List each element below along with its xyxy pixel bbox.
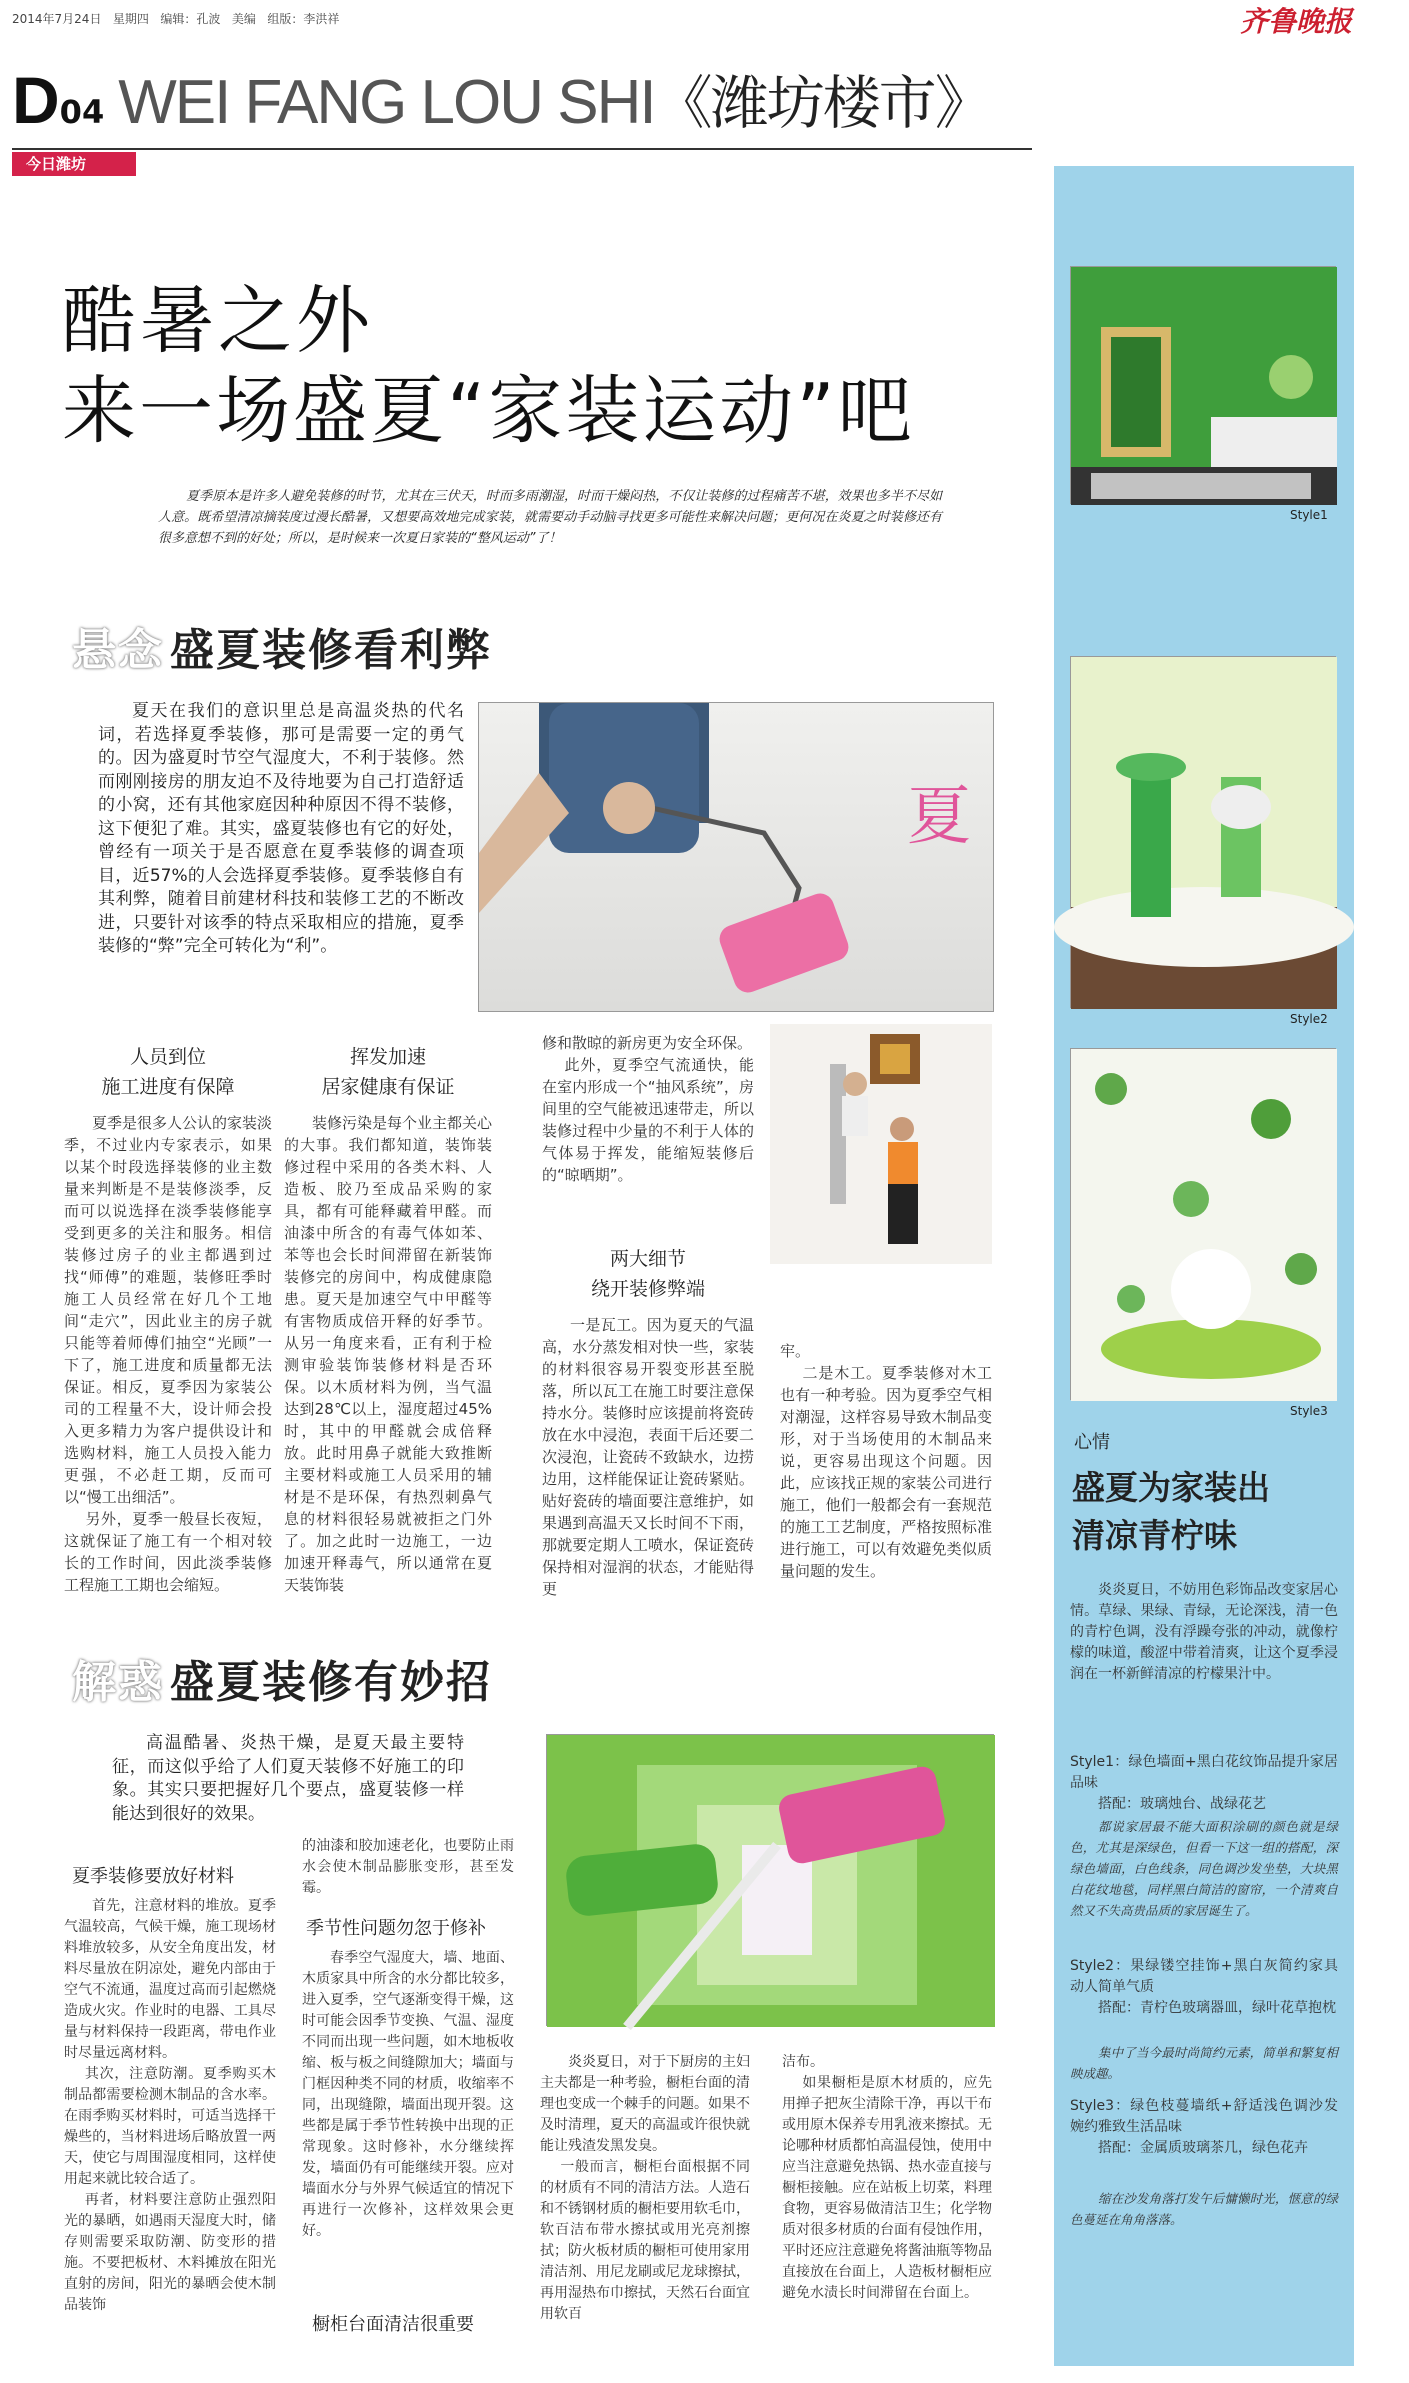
- d2-body: 春季空气湿度大，墙、地面、木质家具中所含的水分都比较多，进入夏季，空气逐渐变得干燥，这时可能会因季节变换、气温、湿度不同而出现一些问题，如木地板收缩、板与板之间缝隙加大；墙面与门框因种类不同的材质，收缩率不同，出现缝隙，墙面出现开裂。这些都是属于季节性转换中出现的正常现象。这时修补，水分继续挥发，墙面仍有可能继续开裂。应对墙面水分与外界气候适宜的情况下再进行一次修补，这样效果会更好。: [302, 1950, 514, 2239]
- wall-art-photo: [770, 1024, 992, 1264]
- headline-line1: 酷暑之外: [62, 278, 374, 364]
- col2-body: 装修污染是每个业主都关心的大事。我们都知道，装饰装修过程中采用的各类木料、人造板、胶乃至成品采购的家具，都有可能释藏着甲醛。而油漆中所含的有毒气体如苯、苯等也会长时间滞留在新装饰装修完的房间中，构成健康隐患。夏天是加速空气中甲醛等有害物质成倍开释的好季节。从另一角度来看，正有利于检测审验装饰装修材料是否环保。以木质材料为例，当气温达到28℃以上，湿度超过45%时，其中的甲醛就会成倍释放。此时用鼻子就能大致推断主要材料或施工人员采用的辅材是不是环保，有热烈刺鼻气息的材料很轻易就被拒之门外了。加之此时一边施工，一边加速开释毒气，所以通常在夏天装饰装: [284, 1114, 493, 1594]
- sidebar-tag: 心情: [1074, 1432, 1110, 1453]
- sidebar-title1: 盛夏为家装出: [1072, 1468, 1270, 1507]
- layout-editor: 组版：李洪祥: [267, 12, 340, 26]
- painting-photo: [478, 702, 994, 1012]
- header-meta: [12, 10, 339, 27]
- pinyin-title: WEI FANG LOU SHI: [118, 68, 655, 137]
- col2-heading2: 居家健康有保证: [321, 1076, 455, 1098]
- page-code: D: [12, 63, 60, 137]
- section1-heading: [72, 614, 492, 678]
- column-title: 《潍坊楼市》: [654, 69, 991, 137]
- editor: 编辑：孔波: [160, 12, 221, 26]
- sidebar-style1: Style1：绿色墙面+黑白花纹饰品提升家居品味: [1070, 1754, 1338, 1791]
- section1-title: 盛夏装修看利弊: [170, 625, 492, 676]
- art-editor: 美编: [231, 12, 256, 26]
- d1-heading: 夏季装修要放好材料: [72, 1866, 234, 1887]
- sidebar-style1-text: 都说家居最不能大面积涂刷的颜色就是绿色，尤其是深绿色，但看一下这一组的搭配，深绿色墙面，白色线条，同色调沙发坐垫，大块黑白花纹地毯，同样黑白简洁的窗帘，一个清爽自然又不失高贵品质的家居诞生了。: [1070, 1819, 1338, 1918]
- ribbon-label: 今日潍坊: [26, 155, 87, 173]
- section-ribbon: [12, 152, 136, 176]
- style2-photo: [1070, 656, 1336, 1008]
- col3-top: 修和散晾的新房更为安全环保。 此外，夏季空气流通快，能在室内形成一个“抽风系统”，房间里的空气能被迅速带走，所以装修过程中少量的不利于人体的气体易于挥发，能缩短装修后的“晾晒期”。: [542, 1034, 754, 1184]
- page-number: 04: [59, 93, 105, 131]
- section2-heading: [72, 1646, 492, 1710]
- d2-heading-bottom: 橱柜台面清洁很重要: [312, 2314, 474, 2335]
- col1-heading2: 施工进度有保障: [101, 1076, 235, 1098]
- d4-body: 洁布。 如果橱柜是原木材质的，应先用掸子把灰尘清除干净，再以干布或用原木保养专用乳液来擦拭。无论哪种材质都怕高温侵蚀，使用中应当注意避免热锅、热水壶直接与橱柜接触。应在站板上切菜，料理食物，更容易做清洁卫生；化学物质对很多材质的台面有侵蚀作用，平时还应注意避免将酱油瓶等物品直接放在台面上，人造板材橱柜应避免水渍长时间滞留在台面上。: [782, 2054, 992, 2301]
- section1-lead: 夏天在我们的意识里总是高温炎热的代名词，若选择夏季装修，那可是需要一定的勇气的。因为盛夏时节空气湿度大，不利于装修。然而刚刚接房的朋友迫不及待地要为自己打造舒适的小窝，还有其他家庭因种种原因不得不装修，这下便犯了难。其实，盛夏装修也有它的好处，曾经有一项关于是否愿意在夏季装修的调查项目，近57%的人会选择夏季装修。夏季装修自有其利弊，随着目前建材科技和装修工艺的不断改进，只要针对该季的特点采取相应的措施，夏季装修的“弊”完全可转化为“利”。: [98, 701, 464, 956]
- sidebar-style2-text: 集中了当今最时尚简约元素，简单和繁复相映成趣。: [1070, 2045, 1338, 2081]
- section2-title: 盛夏装修有妙招: [170, 1657, 492, 1708]
- intro-paragraph: 夏季原本是许多人避免装修的时节，尤其在三伏天，时而多雨潮湿，时而干燥闷热，不仅让装修的过程痛苦不堪，效果也多半不尽如人意。既希望清凉摘装度过漫长酷暑，又想要高效地完成家装，就需要动手动脑寻找更多可能性来解决问题；更何况在炎夏之时装修还有很多意想不到的好处；所以，是时候来一次夏日家装的“整风运动”了！: [158, 489, 942, 546]
- col1-body: 夏季是很多人公认的家装淡季，不过业内专家表示，如果以某个时段选择装修的业主数量来判断是不是装修淡季，反而可以说选择在淡季装修能享受到更多的关注和服务。相信装修过房子的业主都遇到过找“师傅”的难题，装修旺季时施工人员经常在好几个工地间“走穴”，因此业主的房子就只能等着师傅们抽空“光顾”一下了，施工进度和质量都无法保证。相反，夏季因为家装公司的工程量不大，设计师会投入更多精力为客户提供设计和选购材料，施工人员投入能力更强，不必赶工期，反而可以“慢工出细活”。 另外，夏季一般昼长夜短，这就保证了施工有一个相对较长的工作时间，因此淡季装修工程施工工期也会缩短。: [64, 1114, 273, 1594]
- sidebar-style3-match: 搭配：金属质玻璃茶几，绿色花卉: [1098, 2140, 1308, 2156]
- col2-heading1: 挥发加速: [349, 1046, 426, 1068]
- page-heading: [12, 56, 991, 136]
- sidebar-style2: Style2：果绿镂空挂饰+黑白灰简约家具 动人简单气质: [1070, 1958, 1352, 1995]
- d2-top: 的油漆和胶加速老化，也要防止雨水会使木制品膨胀变形，甚至发霉。: [302, 1838, 514, 1896]
- sidebar-intro: 炎炎夏日，不妨用色彩饰品改变家居心情。草绿、果绿、青绿，无论深浅，清一色的青柠色调，没有浮躁夸张的冲动，就像柠檬的味道，酸涩中带着清爽，让这个夏季浸润在一杯新鲜清凉的柠檬果汁中。: [1070, 1582, 1338, 1682]
- d3-body: 炎炎夏日，对于下厨房的主妇主夫都是一种考验，橱柜台面的清理也变成一个棘手的问题。如果不及时清理，夏天的高温或许很快就能让残渣发黑发臭。 一般而言，橱柜台面根据不同的材质有不同的清洁方法。人造石和不锈钢材质的橱柜要用软毛巾，软百洁布带水擦拭或用光亮剂擦拭；防火板材质的橱柜可使用家用清洁剂、用尼龙刷或尼龙球擦拭，再用湿热布巾擦拭，天然石台面宜用软百: [540, 2054, 750, 2322]
- d2-heading: 季节性问题勿忽于修补: [306, 1918, 486, 1939]
- style3-photo: [1070, 1048, 1336, 1400]
- header-rule: [12, 148, 1032, 150]
- section2-tag: 解惑: [72, 1657, 164, 1708]
- sidebar-title2: 清凉青柠味: [1072, 1516, 1237, 1555]
- col4-body: 牢。 二是木工。夏季装修对木工也有一种考验。因为夏季空气相对潮湿，这样容易导致木制品变形，对于当场使用的木制品来说，更容易出现这个问题。因此，应该找正规的家装公司进行施工，他们一般都会有一套规范的施工工艺制度，严格按照标准进行施工，可以有效避免类似质量问题的发生。: [780, 1342, 992, 1580]
- sidebar-style3-text: 缩在沙发角落打发午后慵懒时光，惬意的绿色蔓延在角角落落。: [1070, 2191, 1338, 2227]
- col3-heading1: 两大细节: [609, 1248, 686, 1270]
- sidebar: [1054, 166, 1354, 2366]
- col3-heading2: 绕开装修弊端: [590, 1278, 705, 1300]
- style2-caption: Style2: [1290, 1012, 1328, 1026]
- sidebar-style3: Style3：绿色枝蔓墙纸+舒适浅色调沙发 婉约雅致生活品味: [1070, 2098, 1352, 2135]
- sidebar-style1-match: 搭配：玻璃烛台、战绿花艺: [1098, 1796, 1266, 1812]
- issue-date: 2014年7月24日: [12, 12, 102, 26]
- weekday: 星期四: [112, 12, 149, 26]
- style1-photo: [1070, 266, 1336, 504]
- green-room-photo: [546, 1734, 994, 2026]
- style1-caption: Style1: [1290, 508, 1328, 522]
- d1-body: 首先，注意材料的堆放。夏季气温较高，气候干燥，施工现场材料堆放较多，从安全角度出发，材料尽量放在阴凉处，避免内部由于空气不流通，温度过高而引起燃烧造成火灾。作业时的电器、工具尽量与材料保持一段距离，带电作业时尽量远离材料。 其次，注意防潮。夏季购买木制品都需要检测木制品的含水率。在雨季购买材料时，可适当选择干燥些的，当材料进场后略放置一两天，使它与周围湿度相同，这样使用起来就比较合适了。 再者，材料要注意防止强烈阳光的暴晒，如遇雨天湿度大时，储存则需要采取防潮、防变形的措施。不要把板材、木料摊放在阳光直射的房间，阳光的暴晒会使木制品装饰: [64, 1898, 276, 2313]
- style3-caption: Style3: [1290, 1404, 1328, 1418]
- col1-heading1: 人员到位: [129, 1046, 206, 1068]
- headline-line2: 来一场盛夏“家装运动”吧: [62, 368, 915, 454]
- section1-tag: 悬念: [72, 625, 164, 676]
- newspaper-logo: 齐鲁晚报: [1240, 5, 1353, 38]
- summer-character: 夏: [907, 780, 971, 854]
- col3-body: 一是瓦工。因为夏天的气温高，水分蒸发相对快一些，家装的材料很容易开裂变形甚至脱落，所以瓦工在施工时要注意保持水分。装修时应该提前将瓷砖放在水中浸泡，表面干后还要二次浸泡，让瓷砖不致缺水，边捞边用，这样能保证让瓷砖紧贴。贴好瓷砖的墙面要注意维护，如果遇到高温天又长时间不下雨，那就要定期人工喷水，保证瓷砖保持相对湿润的状态，才能贴得更: [542, 1316, 754, 1598]
- section2-lead: 高温酷暑、炎热干燥，是夏天最主要特征，而这似乎给了人们夏天装修不好施工的印象。其实只要把握好几个要点，盛夏装修一样能达到很好的效果。: [112, 1733, 464, 1824]
- sidebar-style2-match: 搭配：青柠色玻璃器皿，绿叶花草抱枕: [1098, 2000, 1336, 2016]
